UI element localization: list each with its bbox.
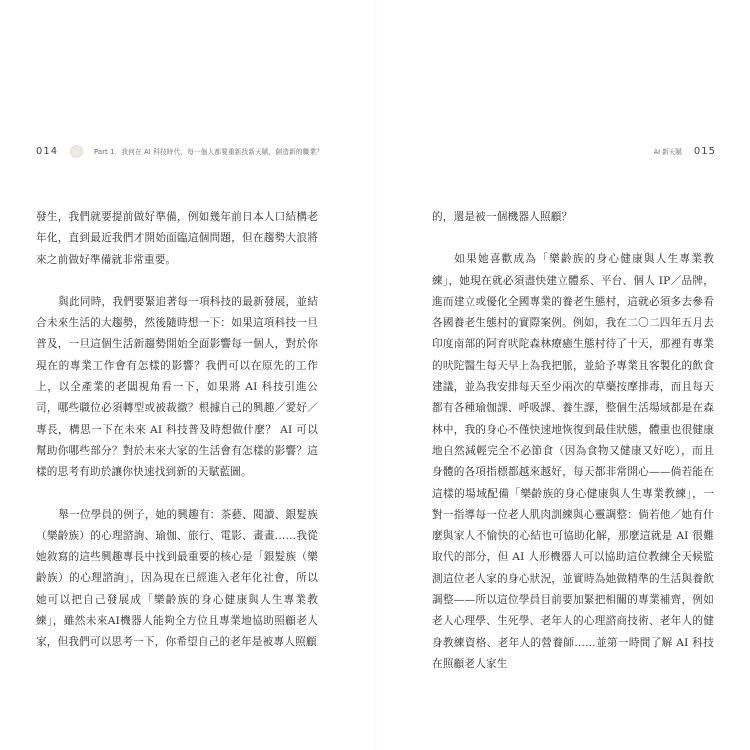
left-page-header: [36, 143, 323, 159]
body-paragraph: 舉一位學員的例子，她的興趣有：茶藝、閱讀、銀髮族（樂齡族）的心理諮詢、瑜伽、旅行、電影、畫畫……我從她敘寫的這些興趣專長中找到最重要的核心是「銀髮族（樂齡族）的心理諮詢」，因為現在已經進入老年化社會，所以她可以把自己發展成「樂齡族的身心健康與人生專業教練」，雖然未來AI機器人能夠全方位且專業地協助照顧老人家，但我們可以思考一下，你希望自己的老年是被專人照顧: [36, 508, 318, 649]
right-page-body: [432, 207, 714, 675]
body-paragraph: 發生，我們就要提前做好準備，例如幾年前日本人口結構老年化，直到最近我們才開始面臨這個問題，但在趨勢大浪將來之前做好準備就非常重要。: [36, 211, 318, 266]
chapter-dot-icon: [70, 145, 83, 158]
right-page-number: 015: [693, 145, 716, 157]
body-paragraph: 如果她喜歡成為「樂齡族的身心健康與人生專業教練」，她現在就必須盡快建立體系、平台、個人 IP／品牌，進而建立或優化全國專業的養老生態村，這就必須多去參看各國養老生態村的實際案例。例如，我在二〇二四年五月去印度南部的阿育吠陀森林療癒生態村待了十天，那裡有專業的吠陀醫生每天早上為我把脈，並給予專業且客製化的飲食建議，並為我安排每天至少兩次的草藥按摩排毒，而且每天都有各種瑜伽課、呼吸課、養生課，整個生活場域都是在森林中，我的身心不僅快速地恢復到最佳狀態，體重也很健康地自然減輕完全不必節食（因為食物又健康又好吃），而且身體的各項指標都越來越好，每天都非常開心——倘若能在這樣的場域配備「樂齡族的身心健康與人生專業教練」，一對一指導每一位老人肌肉訓練與心靈調整：倘若他／她有什麼與家人不愉快的心結也可協助化解，那麼這就是 AI 很難取代的部分，但 AI 人形機器人可以協助這位教練全天候監測這位老人家的身心狀況，並實時為她做精準的生活與養飲調整——所以這位學員目前要加緊把相關的專業補齊，例如老人心理學、生死學、老年人的心理諮商技術、老年人的健身教練資格、老年人的營養師……並第一時間了解 AI 科技在照顧老人家生: [432, 253, 714, 670]
right-running-head: AI 新天賦: [653, 148, 682, 156]
left-running-head: Part 1．我何在 AI 科技時代，每一個人都要重新找新天賦，創造新的職業？: [94, 148, 324, 156]
right-page-header: [654, 143, 716, 159]
body-paragraph: 的，還是被一個機器人照顧？: [432, 211, 573, 223]
body-paragraph: 與此同時，我們要緊追著每一項科技的最新發展，並結合未來生活的大趨勢，然後隨時想一下：如果這項科技一旦普及，一旦這個生活新趨勢開始全面影響每一個人，對於你現在的專業工作會有怎樣的影響？我們可以在原先的工作上，以全產業的老闆視角看一下，如果將 AI 科技引進公司，哪些職位必須轉型或被裁撤？根據自己的興趣／愛好／專長，構思一下在未來 AI 科技普及時想做什麼？ AI 可以幫助你哪些部分？對於未來大家的生活會有怎樣的影響？這樣的思考有助於讓你快速找到新的天賦藍圖。: [36, 295, 318, 479]
left-page-number: 014: [36, 145, 59, 157]
book-gutter: [372, 0, 378, 750]
left-page-body: [36, 207, 318, 654]
